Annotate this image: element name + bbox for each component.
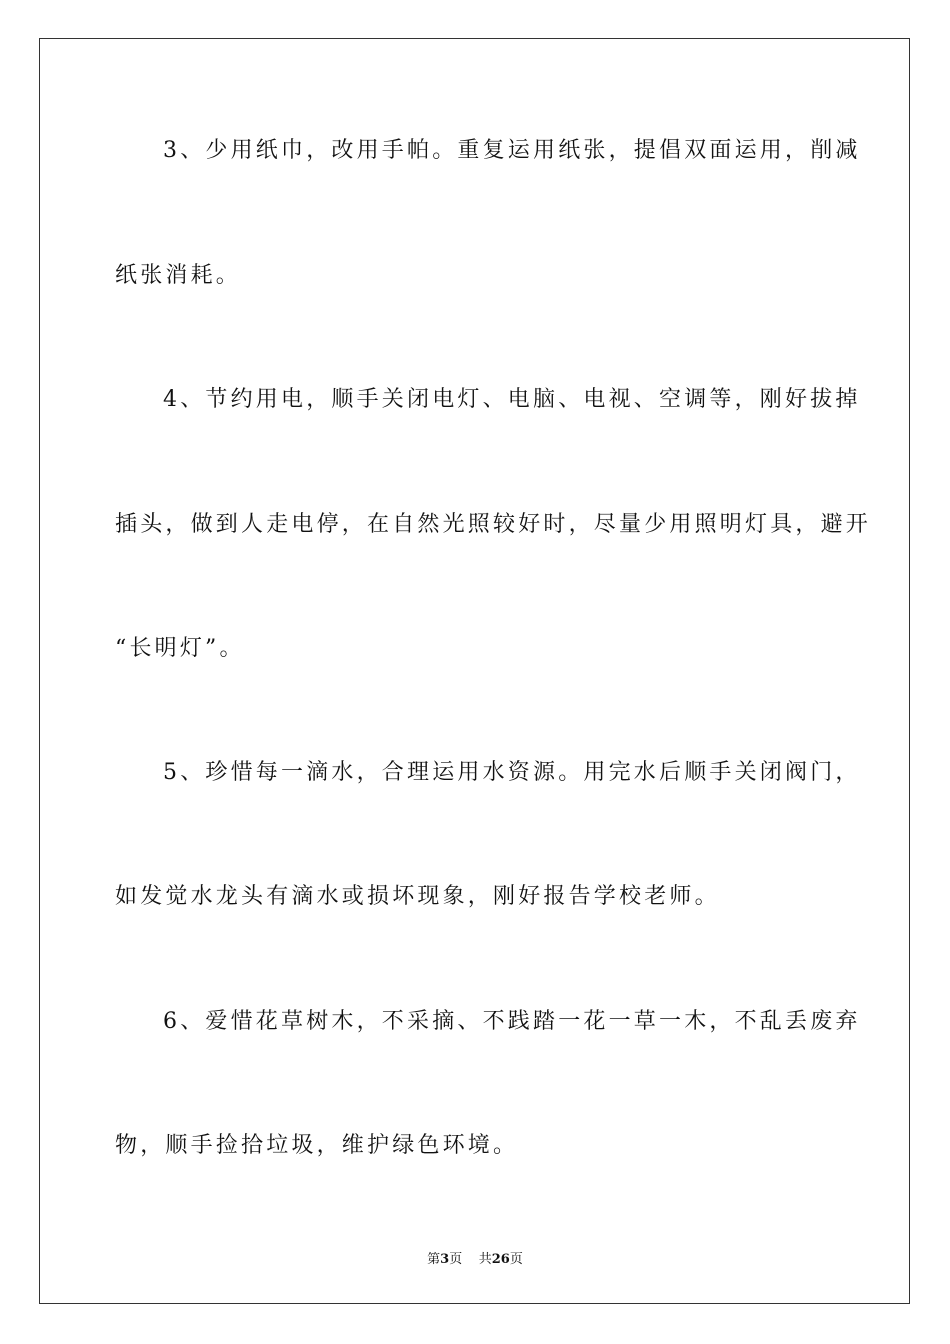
- current-page-number: 3: [440, 1252, 450, 1267]
- paragraph-5-line-2: 如发觉水龙头有滴水或损坏现象，刚好报告学校老师。: [115, 884, 720, 909]
- footer-prefix: 第: [427, 1252, 441, 1267]
- paragraph-6-line-1: 6、爱惜花草树木，不采摘、不践踏一花一草一木，不乱丢废弃: [163, 1009, 861, 1034]
- footer-page-suffix: 页: [449, 1252, 463, 1267]
- paragraph-4-line-1: 4、节约用电，顺手关闭电灯、电脑、电视、空调等，刚好拔掉: [163, 387, 861, 412]
- paragraph-4-line-3: “长明灯”。: [115, 636, 245, 661]
- page-footer: [0, 1248, 950, 1267]
- paragraph-4-line-2: 插头，做到人走电停，在自然光照较好时，尽量少用照明灯具，避开: [115, 512, 872, 537]
- footer-total-suffix: 页: [509, 1252, 523, 1267]
- paragraph-5-line-1: 5、珍惜每一滴水，合理运用水资源。用完水后顺手关闭阀门，: [163, 760, 861, 785]
- paragraph-3-line-1: 3、少用纸巾，改用手帕。重复运用纸张，提倡双面运用，削减: [163, 138, 861, 163]
- footer-total-prefix: 共: [478, 1252, 492, 1267]
- page-frame: [39, 38, 910, 1304]
- paragraph-6-line-2: 物，顺手捡拾垃圾，维护绿色环境。: [115, 1133, 519, 1158]
- total-page-count: 26: [491, 1252, 510, 1267]
- paragraph-3-line-2: 纸张消耗。: [115, 263, 242, 288]
